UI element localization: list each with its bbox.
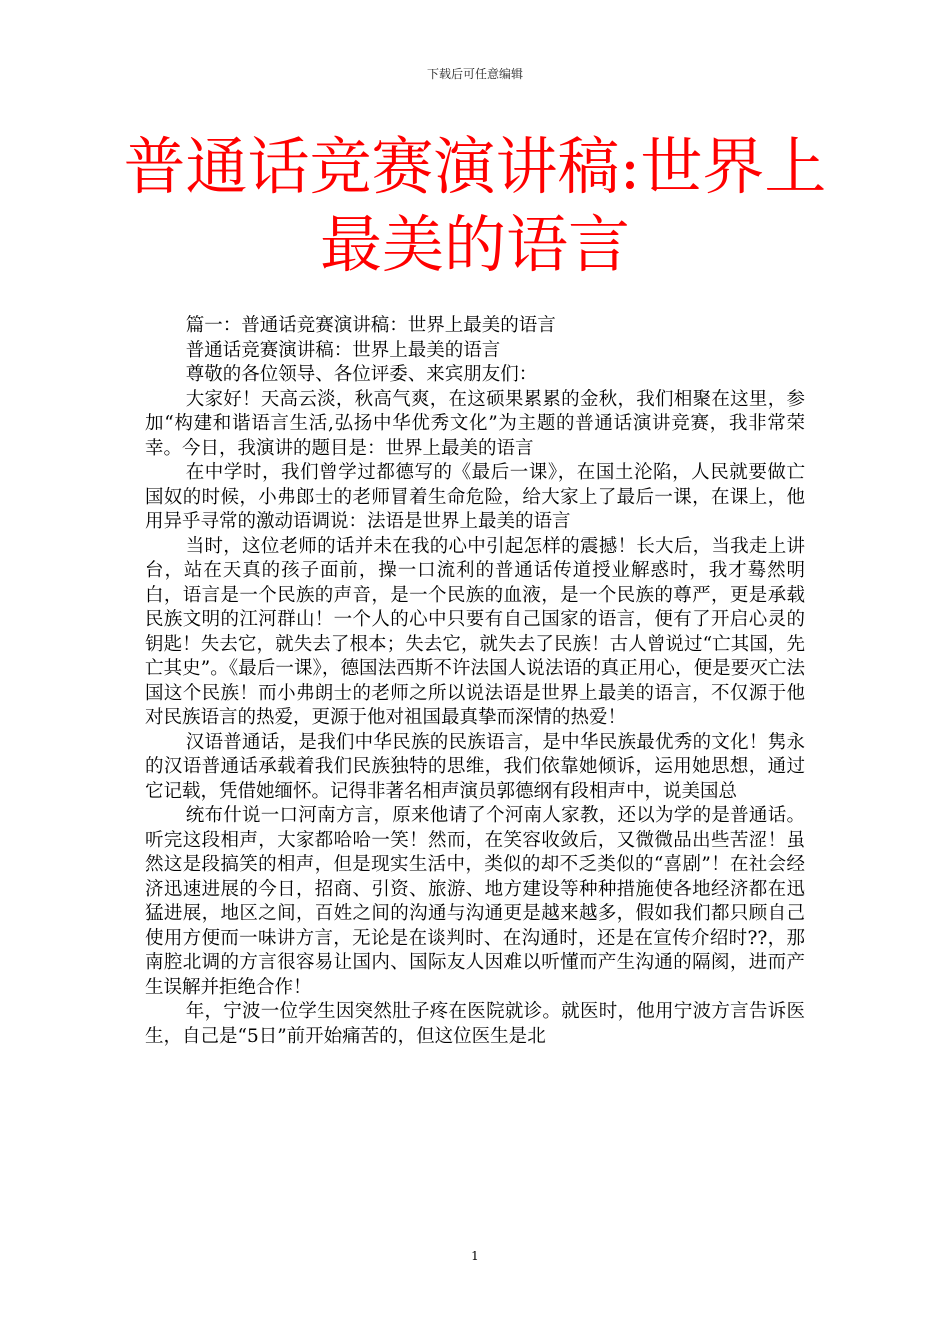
- speech-title: 普通话竞赛演讲稿：世界上最美的语言: [185, 339, 501, 361]
- title-line-1: 普通话竞赛演讲稿:世界上: [123, 130, 827, 203]
- document-title: [100, 128, 850, 284]
- salutation: 尊敬的各位领导、各位评委、来宾朋友们：: [185, 364, 538, 385]
- page-number: 1: [471, 1249, 479, 1263]
- paragraph: 统布什说一口河南方言，原来他请了个河南人家教，还以为学的是普通话。听完这段相声，大家都哈哈一笑！然而，在笑容收敛后，又微微品出些苦涩！虽然这是段搞笑的相声，但是现实生活中，类似的却不乏类似的“喜剧”！在社会经济迅速进展的今日，招商、引资、旅游、地方建设等种种措施使各地经济都在迅猛进展，地区之间，百姓之间的沟通与沟通更是越来越多，假如我们都只顾自己使用方便而一味讲方言，无论是在谈判时、在沟通时，还是在宣传介绍时??，那南腔北调的方言很容易让国内、国际友人因难以听懂而产生沟通的隔阂，进而产生误解并拒绝合作！: [145, 805, 805, 998]
- paragraph: 汉语普通话，是我们中华民族的民族语言，是中华民族最优秀的文化！隽永的汉语普通话承载着我们民族独特的思维，我们依靠她倾诉，运用她思想，通过它记载，凭借她缅怀。记得非著名相声演员郭德纲有段相声中，说美国总: [145, 731, 805, 802]
- paragraph: 在中学时，我们曾学过都德写的《最后一课》，在国土沦陷，人民就要做亡国奴的时候，小弗郎士的老师冒着生命危险，给大家上了最后一课，在课上，他用异乎寻常的激动语调说：法语是世界上最美的语言: [145, 462, 805, 532]
- paragraph: 年，宁波一位学生因突然肚子疼在医院就诊。就医时，他用宁波方言告诉医生，自己是“5日”前开始痛苦的，但这位医生是北: [145, 1001, 805, 1047]
- paragraph: 当时，这位老师的话并未在我的心中引起怎样的震撼！长大后，当我走上讲台，站在天真的孩子面前，操一口流利的普通话传道授业解惑时，我才蓦然明白，语言是一个民族的声音，是一个民族的血液，是一个民族的尊严，更是承载民族文明的江河群山！一个人的心中只要有自己国家的语言，便有了开启心灵的钥匙！失去它，就失去了根本；失去它，就失去了民族！古人曾说过“亡其国，先亡其史”。《最后一课》，德国法西斯不许法国人说法语的真正用心，便是要灭亡法国这个民族！而小弗朗士的老师之所以说法语是世界上最美的语言，不仅源于他对民族语言的热爱，更源于他对祖国最真挚而深情的热爱！: [145, 535, 805, 728]
- paragraph: 大家好！天高云淡，秋高气爽，在这硕果累累的金秋，我们相聚在这里，参加“构建和谐语言生活,弘扬中华优秀文化”为主题的普通话演讲竞赛，我非常荣幸。今日，我演讲的题目是：世界上最美的语言: [145, 388, 805, 459]
- title-line-2: 最美的语言: [319, 208, 630, 281]
- document-body: [145, 314, 805, 1049]
- section-heading: 篇一：普通话竞赛演讲稿：世界上最美的语言: [185, 315, 556, 336]
- page-header: 下载后可任意编辑: [426, 67, 523, 81]
